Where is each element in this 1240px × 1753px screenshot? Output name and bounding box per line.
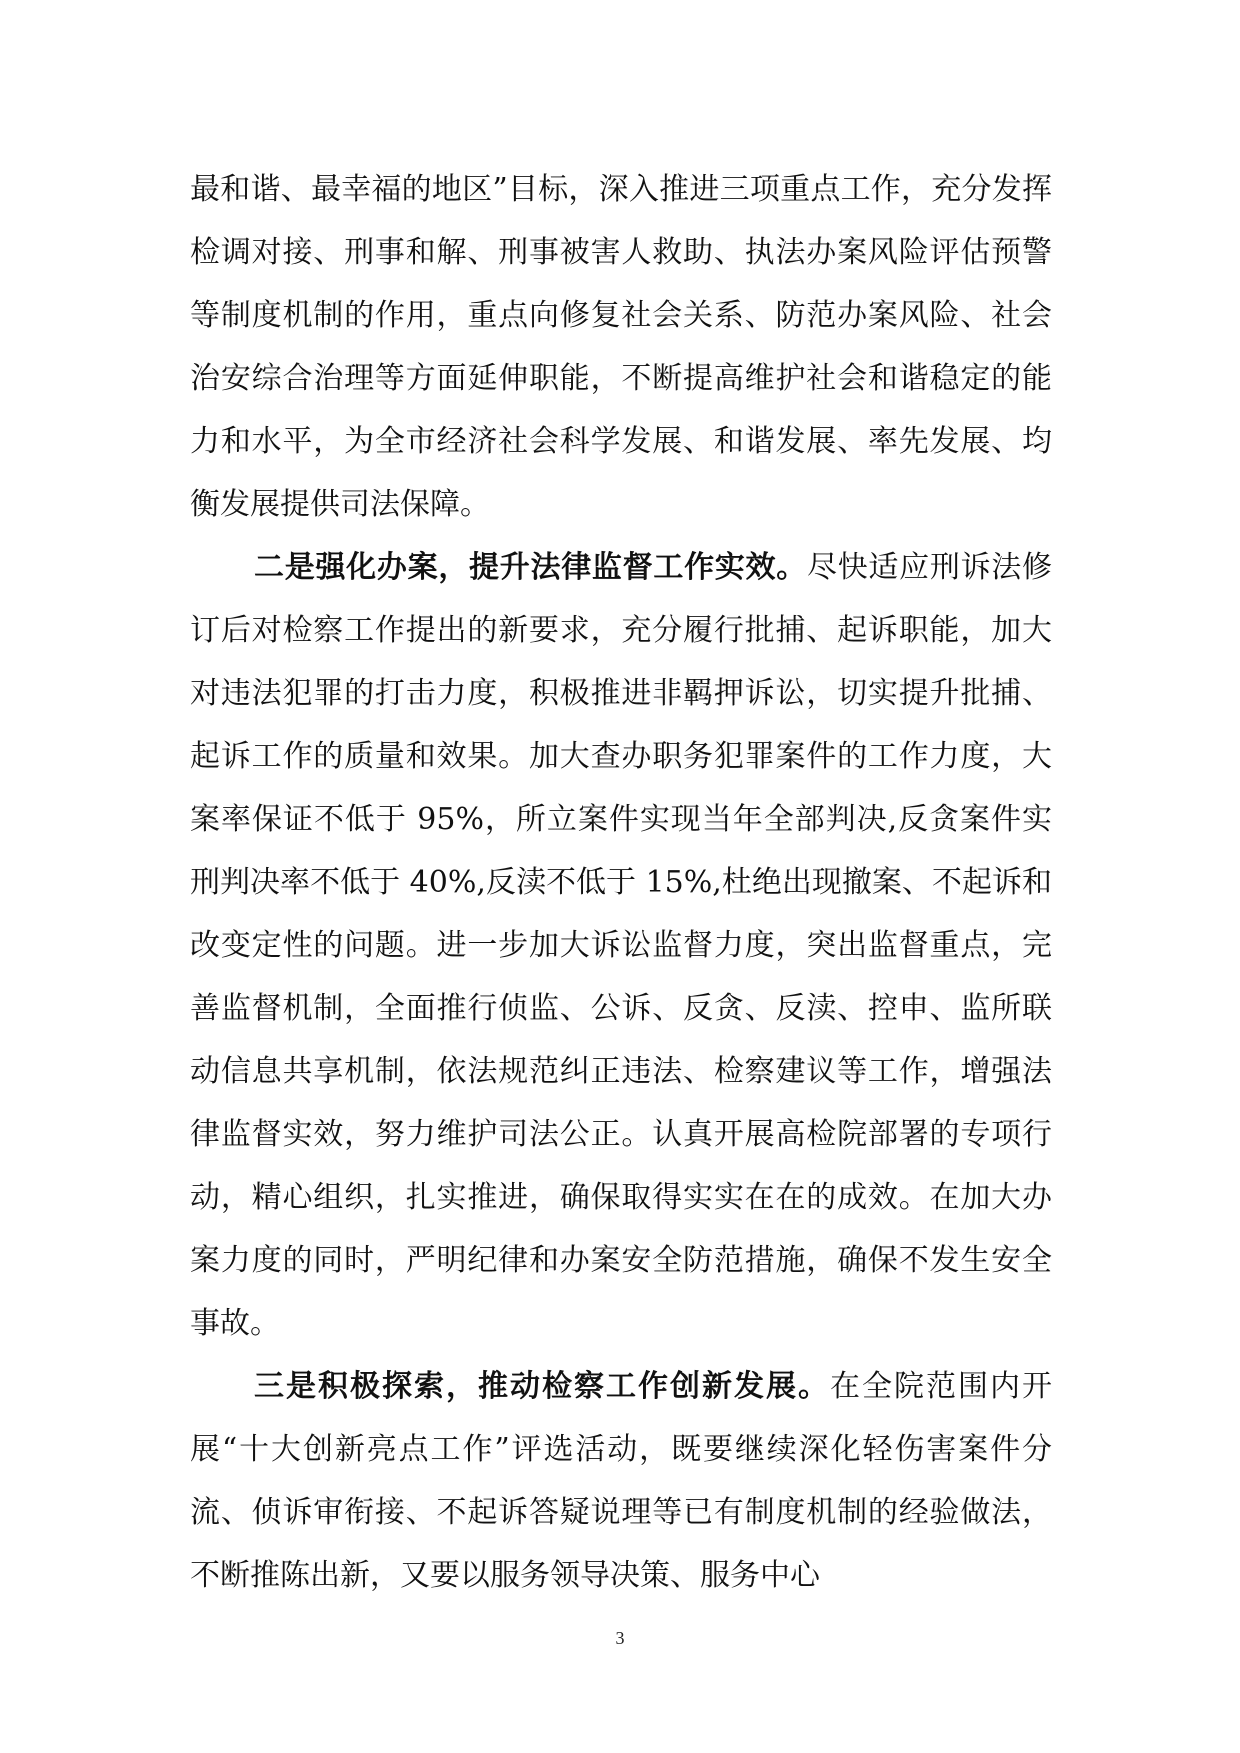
paragraph-2-heading: 二是强化办案，提升法律监督工作实效。 bbox=[254, 550, 807, 585]
paragraph-3-heading: 三是积极探索，推动检察工作创新发展。 bbox=[254, 1369, 830, 1404]
paragraph-3-text: 在全院范围内开展“十大创新亮点工作”评选活动，既要继续深化轻伤害案件分流、侦诉审衔接、不起诉答疑说理等已有制度机制的经验做法，不断推陈出新，又要以服务领导决策、服务中心 bbox=[190, 1369, 1052, 1593]
paragraph-2-text: 尽快适应刑诉法修订后对检察工作提出的新要求，充分履行批捕、起诉职能，加大对违法犯罪的打击力度，积极推进非羁押诉讼，切实提升批捕、起诉工作的质量和效果。加大查办职务犯罪案件的工作力度，大案率保证不低于 95%，所立案件实现当年全部判决,反贪案件实刑判决率不低于 40%,反渎不低于 15%,杜绝出现撤案、不起诉和改变定性的问题。进一步加大诉讼监督力度，突出监督重点，完善监督机制，全面推行侦监、公诉、反贪、反渎、控申、监所联动信息共享机制，依法规范纠正违法、检察建议等工作，增强法律监督实效，努力维护司法公正。认真开展高检院部署的专项行动，精心组织，扎实推进，确保取得实实在在的成效。在加大办案力度的同时，严明纪律和办案安全防范措施，确保不发生安全事故。 bbox=[190, 550, 1053, 1341]
paragraph-1-text: 最和谐、最幸福的地区”目标，深入推进三项重点工作，充分发挥检调对接、刑事和解、刑事被害人救助、执法办案风险评估预警等制度机制的作用，重点向修复社会关系、防范办案风险、社会治安综合治理等方面延伸职能，不断提高维护社会和谐稳定的能力和水平，为全市经济社会科学发展、和谐发展、率先发展、均衡发展提供司法保障。 bbox=[190, 172, 1052, 522]
paragraph-2 bbox=[190, 536, 1052, 1355]
page-number: 3 bbox=[615, 1628, 625, 1648]
paragraph-1 bbox=[190, 158, 1052, 536]
paragraph-3 bbox=[190, 1355, 1052, 1607]
document-body bbox=[190, 158, 1052, 1607]
